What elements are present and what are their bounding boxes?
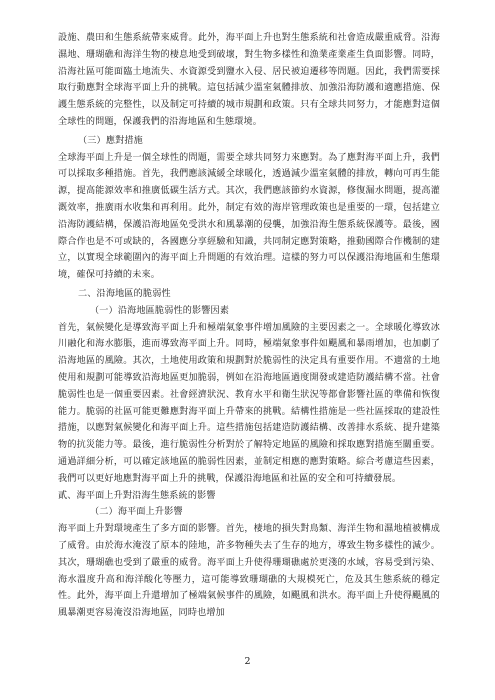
chapter-heading-ecosystem-impact: 貳、海平面上升對沿海生態系統的影響 (58, 490, 216, 501)
paragraph-sea-level-impact: 海平面上升對環境產生了多方面的影響。首先，棲地的損失對鳥類、海洋生物和濕地植被構成了威脅。由於海水淹沒了原本的陸地，許多物種失去了生存的地方，導致生物多樣性的減少。其次，珊瑚礁也受到了嚴重的威脅。海平面上升使得珊瑚礁處於更淺的水域，容易受到污染、海水溫度升高和海洋酸化等壓力，這可能導致珊瑚礁的大規模死亡，危及其生態系統的穩定性。此外，海平面上升還增加了極端氣候事件的風險，如颶風和洪水。海平面上升使得颶風的風暴潮更容易淹沒沿海地區，同時也增加 (58, 524, 440, 619)
page-number: 2 (244, 656, 251, 667)
subsection-heading-sea-level-impact: （二）海平面上升影響 (90, 507, 183, 518)
page-content (58, 30, 440, 622)
subsection-heading-vulnerability-factors: （一）沿海地區脆弱性的影響因素 (90, 305, 230, 316)
section-heading-coastal-vulnerability: 二、沿海地區的脆弱性 (78, 288, 171, 299)
paragraph-vulnerability-factors: 首先，氣候變化是導致海平面上升和極端氣象事件增加風險的主要因素之一。全球暖化導致冰川融化和海水膨脹，進而導致海平面上升。同時，極端氣象事件如颶風和暴雨增加，也加劇了沿海地區的風險。其次，土地使用政策和規劃對於脆弱性的決定具有重要作用。不適當的土地使用和規劃可能導致沿海地區更加脆弱，例如在沿海地區過度開發或建造防護結構不當。社會脆弱性也是一個重要因素。社會經濟狀況、教育水平和衛生狀況等都會影響社區的準備和恢復能力。脆弱的社區可能更難應對海平面上升帶來的挑戰。結構性措施是一些社區採取的建設性措施，以應對氣候變化和海平面上升。這些措施包括建造防護結構、改善排水系統、提升建築物的抗災能力等。最後，進行脆弱性分析對於了解特定地區的風險和採取應對措施至關重要。通過詳細分析，可以確定該地區的脆弱性因素，並制定相應的應對策略。綜合考慮這些因素，我們可以更好地應對海平面上升的挑戰，保護沿海地區和社區的安全和可持續發展。 (58, 322, 440, 484)
subsection-heading-response-measures: （三）應對措施 (78, 135, 143, 146)
paragraph-response-measures: 全球海平面上升是一個全球性的問題，需要全球共同努力來應對。為了應對海平面上升，我們可以採取多種措施。首先，我們應該減緩全球暖化，透過減少溫室氣體的排放，轉向可再生能源，提高能源效率和推廣低碳生活方式。其次，我們應該節約水資源，修復漏水問題，提高灌溉效率，推廣雨水收集和再利用。此外，制定有效的海岸管理政策也是重要的一環，包括建立沿海防護結構，保護沿海地區免受洪水和風暴潮的侵襲，加強沿海生態系統保護等。最後，國際合作也是不可或缺的，各國應分享經驗和知識，共同制定應對策略，推動國際合作機制的建立，以實現全球範圍內的海平面上升問題的有效治理。這樣的努力可以保護沿海地區和生態環境，確保可持續的未來。 (58, 152, 440, 281)
paragraph-intro-continued: 設施、農田和生態系統帶來威脅。此外，海平面上升也對生態系統和社會造成嚴重威脅。沿海濕地、珊瑚礁和海洋生物的棲息地受到破壞，對生物多樣性和漁業產業產生負面影響。同時，沿海社區可能面臨土地流失、水資源受到鹽水入侵、居民被迫遷移等問題。因此，我們需要採取行動應對全球海平面上升的挑戰。這包括減少溫室氣體排放、加強沿海防護和適應措施、保護生態系統的完整性，以及制定可持續的城市規劃和政策。只有全球共同努力，才能應對這個全球性的問題，保護我們的沿海地區和生態環境。 (58, 33, 440, 127)
